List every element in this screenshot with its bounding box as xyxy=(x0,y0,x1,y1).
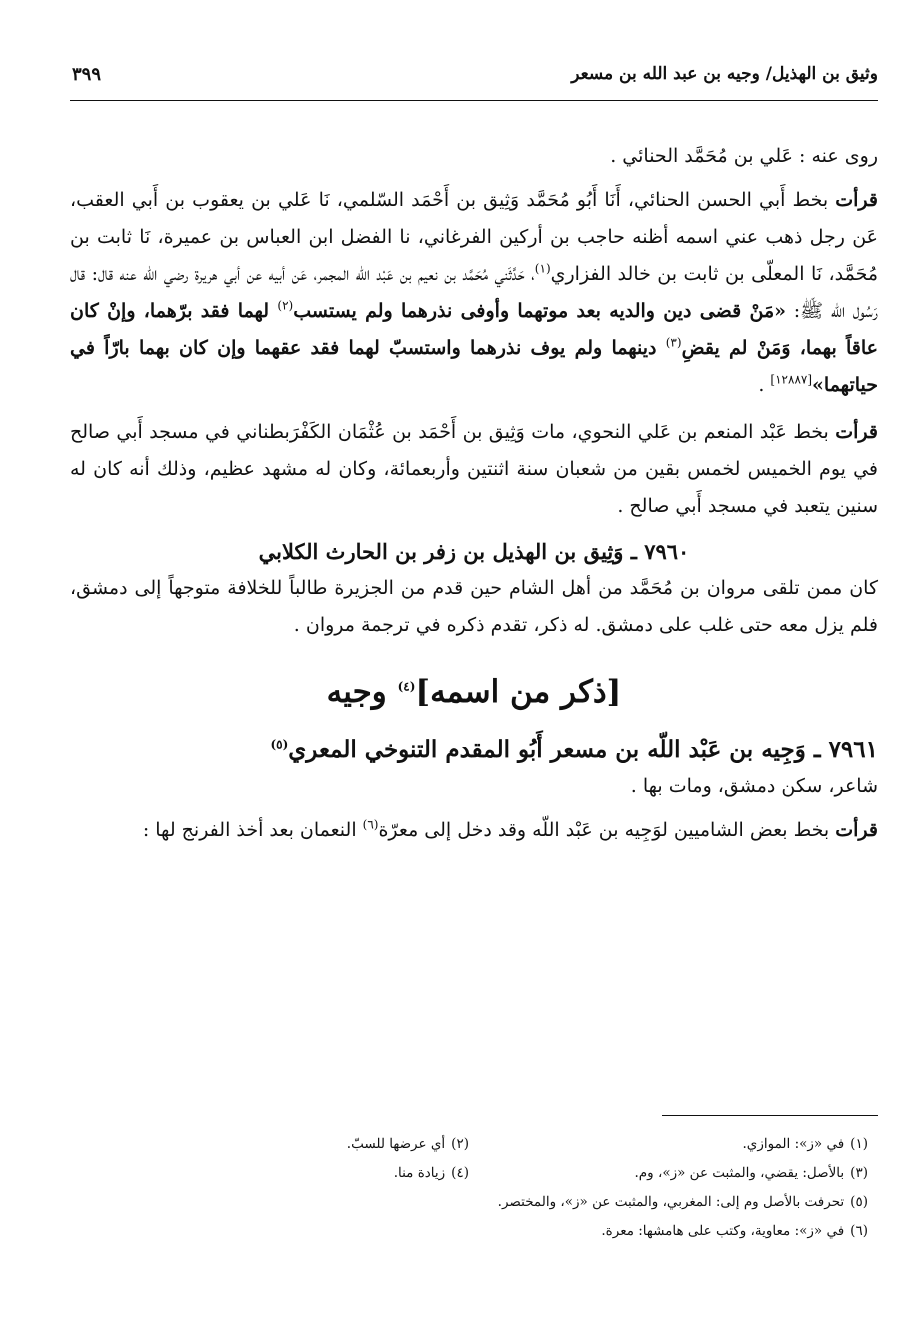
footnote-item: (٥)تحرفت بالأصل وم إلى: المغربي، والمثبت عن «ز»، والمختصر. xyxy=(497,1194,868,1210)
footnote-ref-3: (٣) xyxy=(665,335,682,350)
running-header xyxy=(70,62,878,94)
main-text xyxy=(70,138,878,849)
paragraph-narrators: روى عنه : عَلي بن مُحَمَّد الحنائي . xyxy=(610,145,878,167)
footnote-row xyxy=(70,1159,868,1188)
footnote-item: (٣)بالأصل: يقضي، والمثبت عن «ز»، وم. xyxy=(634,1165,868,1181)
header-rule xyxy=(70,100,878,101)
paragraph-poet: شاعر، سكن دمشق، ومات بها . xyxy=(630,775,878,797)
footnote-separator xyxy=(662,1115,878,1116)
paragraph-lead: قرأت xyxy=(835,819,878,841)
entry-heading-7961: ٧٩٦١ ـ وَجِيه بن عَبْد اللّه بن مسعر أَبُو المقدم التنوخي المعري$^{(٥)}$ xyxy=(270,736,878,763)
paragraph-death-note: قرأت بخط عَبْد المنعم بن عَلي النحوي، مات وَثِيق بن أَحْمَد بن عُثْمَان الكَفْرَبطناني في مسجد أَبي صالح في يوم الخميس لخمس بقين من شعبان سنة اثنتين وأربعمائة، وكان له مشهد عظيم، وذلك أنه كان له سنين يتعبد في مسجد أَبي صالح . xyxy=(70,421,878,517)
paragraph-lead: قرأت xyxy=(835,189,878,211)
paragraph-maarra: قرأت بخط بعض الشاميين لوَجِيه بن عَبْد اللّه وقد دخل إلى معرّة$^{(٦)}$ النعمان بعد أخذ الفرنج لها : xyxy=(142,817,878,841)
footnote-row xyxy=(70,1217,868,1246)
paragraph-marwan: كان ممن تلقى مروان بن مُحَمَّد من أهل الشام حين قدم من الجزيرة طالباً للخلافة متوجهاً إلى دمشق، فلم يزل معه حتى غلب على دمشق. له ذكر، تقدم ذكره في ترجمة مروان . xyxy=(70,577,878,636)
footnote-ref-1: (١) xyxy=(534,261,551,276)
paragraph-lead: قرأت xyxy=(835,421,878,443)
footnotes xyxy=(70,1130,868,1246)
footnote-row xyxy=(70,1188,868,1217)
footnote-row xyxy=(70,1130,868,1159)
footnote-ref-4: (٤) xyxy=(397,679,416,694)
footnote-item: (٢)أي عرضها للسبّ. xyxy=(346,1136,469,1152)
footnote-item: (٤)زيادة منا. xyxy=(393,1165,469,1181)
entry-heading-7960: ٧٩٦٠ ـ وَثِيق بن الهذيل بن زفر بن الحارث الكلابي xyxy=(258,539,690,564)
footnote-ref-2: (٢) xyxy=(277,298,294,313)
footnote-item: (١)في «ز»: الموازي. xyxy=(742,1136,868,1152)
section-heading: [ذكر من اسمه]$^{(٤)}$ وجيه xyxy=(326,674,622,710)
hadith-reference: [١٢٨٨٧] xyxy=(770,372,813,387)
page-number: ٣٩٩ xyxy=(72,64,102,85)
footnote-ref-5: (٥) xyxy=(270,737,289,752)
footnote-ref-6: (٦) xyxy=(362,817,379,832)
footnote-item: (٦)في «ز»: معاوية، وكتب على هامشها: معرة. xyxy=(601,1223,868,1239)
paragraph-hadith-chain: قرأت بخط أَبي الحسن الحنائي، أَنَا أَبُو مُحَمَّد وَثِيق بن أَحْمَد السّلمي، نَا عَلي بن يعقوب بن أَبي العقب، عَن رجل ذهب عني اسمه أظنه حاجب بن أركين الفرغاني، نا الفضل ابن العباس بن عميرة، نَا ثابت بن مُحَمَّد، نَا المعلّى بن ثابت بن خالد الفزاري$^{(١)}$، حَدَّثَني مُحَمَّد بن نعيم بن عَبْد اللّه المجمر، عَن أبيه عن أبي هريرة رضي الله عنه قال: قال رَسُول الله ﷺ: «مَنْ قضى دين والديه بعد موتهما وأوفى نذرهما ولم يستسب$^{(٢)}$ لهما فقد برّهما، وإنْ كان عاقاً بهما، وَمَنْ لم يقضِ$^{(٣)}$ دينهما ولم يوف نذرهما واستسبّ لهما فقد عقهما وإن كان بهما بارّاً في حياتهما»[١٢٨٨٧] . xyxy=(70,189,879,396)
hadith-text: «مَنْ قضى دين والديه بعد موتهما وأوفى نذرهما ولم يستسب xyxy=(293,300,786,322)
header-title: وثيق بن الهذيل/ وجيه بن عبد الله بن مسعر xyxy=(571,64,878,84)
